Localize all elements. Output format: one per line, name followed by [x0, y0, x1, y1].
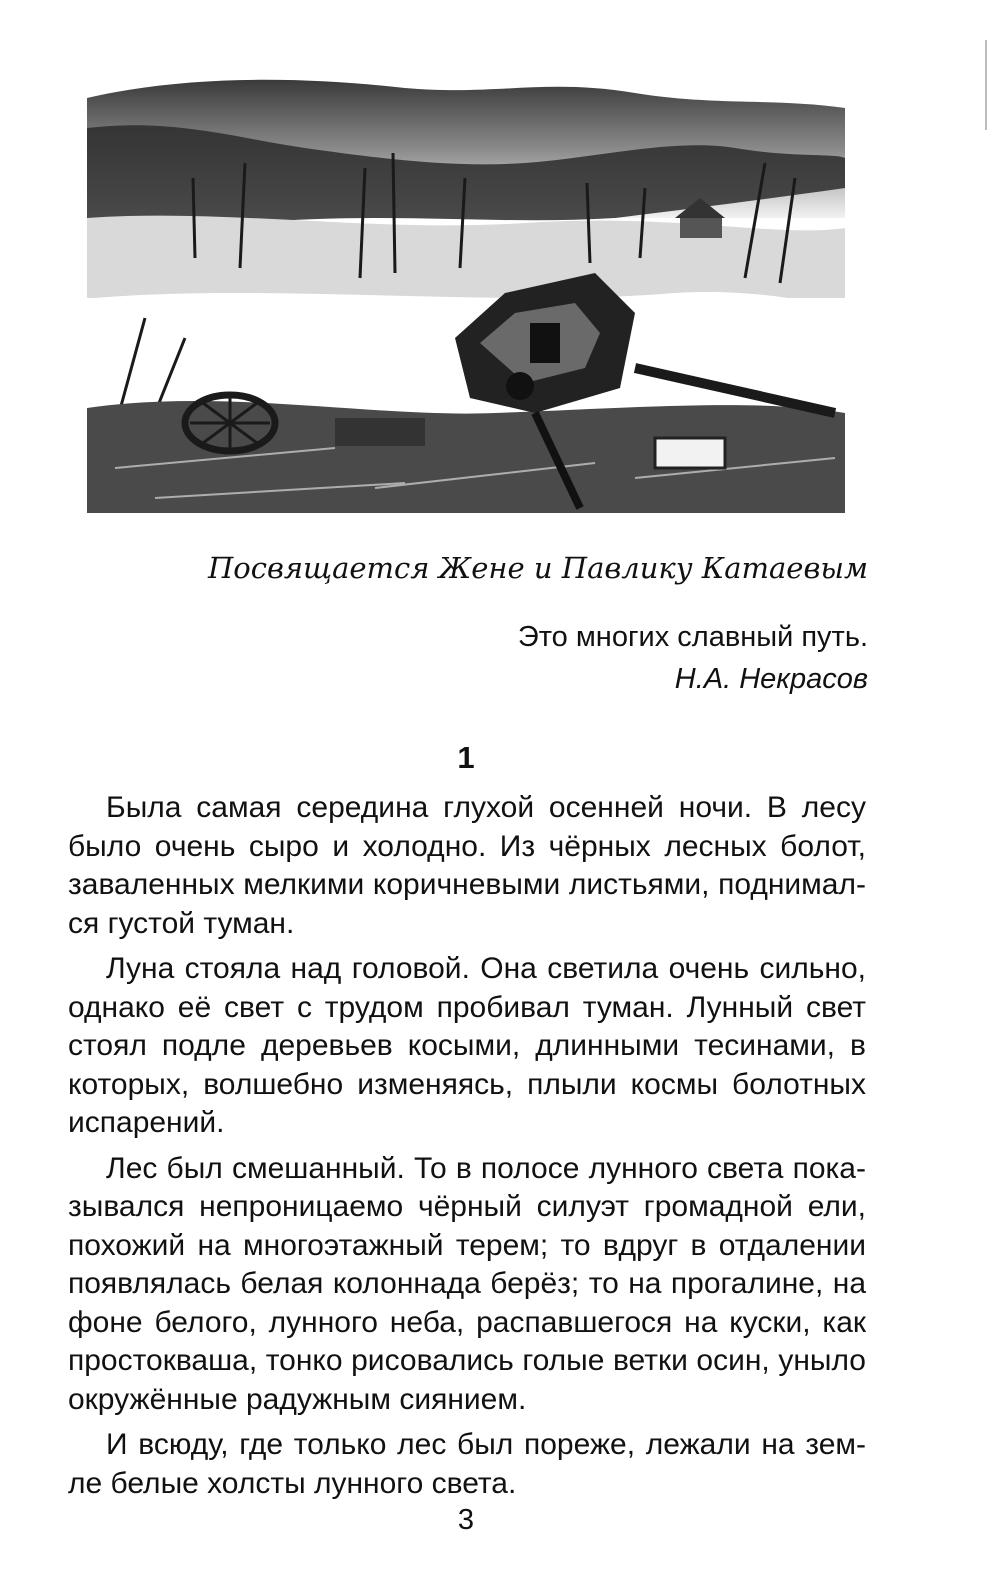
mist-shape: [87, 216, 845, 298]
broken-wheel: [185, 395, 275, 451]
paragraph: Была самая середина глухой осенней ночи. В лесу было очень сыро и холодно. Из чёрных лесных болот, заваленных мелкими коричневыми листьями, поднимался густой туман.: [68, 791, 866, 940]
debris-crate: [655, 438, 725, 468]
epigraph-author: Н.А. Некрасов: [674, 663, 868, 695]
paragraph: Лес был смешанный. То в полосе лунного света показывался непроницаемо чёрный силуэт громадной ели, похожий на многоэтажный терем; то вдруг в отдалении появлялась белая колоннада берёз; то на прогалине, на фоне белого, лунного неба, распавшегося на куски, как простокваша, тонко рисовались голые ветки осин, уныло окружённые радужным сиянием.: [68, 1151, 866, 1416]
debris-plank: [335, 418, 425, 446]
dedication: Посвящается Жене и Павлику Катаевым: [207, 551, 868, 585]
paragraph: Луна стояла над головой. Она светила очень сильно, однако её свет с трудом пробивал туман. Лунный свет стоял подле деревьев косыми, длинными тесинами, в которых, волшебно изменяясь, плыли космы болотных испарений.: [68, 952, 866, 1139]
illustration-drawing: [75, 68, 850, 513]
page-number: 3: [457, 1504, 475, 1536]
scan-edge-line: [985, 40, 987, 130]
chapter-illustration: [75, 68, 850, 513]
paragraph: И всюду, где только лес был пореже, лежали на земле белые холсты лунного света.: [68, 1428, 866, 1500]
epigraph: [0, 616, 868, 700]
epigraph-text: Это многих славный путь.: [517, 621, 868, 653]
chapter-number: 1: [457, 740, 475, 775]
chapter-text: [68, 789, 866, 1510]
